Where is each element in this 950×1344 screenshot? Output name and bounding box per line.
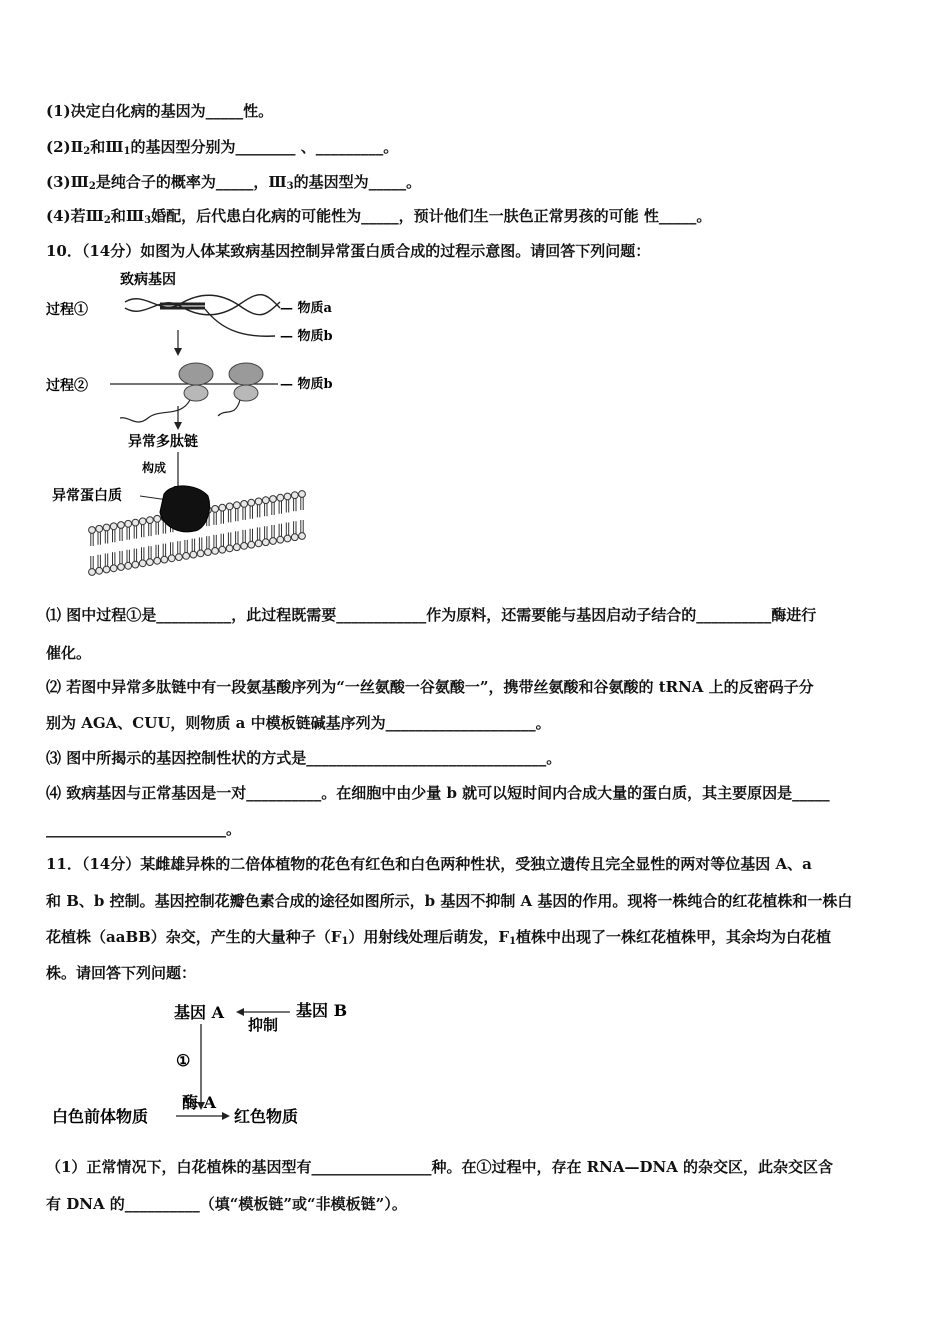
q10-part-4a: ⑷ 致病基因与正常基因是一对__________。在细胞中由少量 b 就可以短时间内合成大量的蛋白质，其主要原因是_____	[46, 784, 830, 802]
phospholipid-tail	[265, 526, 267, 539]
phospholipid-tail	[236, 509, 238, 522]
q11-line-2: 和 B、b 控制。基因控制花瓣色素合成的途径如图所示，b 基因不抑制 A 基因的作用。现将一株纯合的红花植株和一株白	[46, 892, 853, 910]
phospholipid-tail	[91, 556, 93, 569]
phospholipid-tail	[185, 540, 187, 553]
phospholipid-head	[89, 569, 96, 576]
phospholipid-tail	[134, 549, 136, 562]
phospholipid-tail	[257, 527, 259, 540]
phospholipid-tail	[272, 525, 274, 538]
pathway-red-substance: 红色物质	[234, 1107, 299, 1126]
phospholipid-tail	[149, 524, 151, 537]
polypeptide-1	[120, 400, 190, 422]
phospholipid-head	[219, 546, 226, 553]
phospholipid-tail	[250, 529, 252, 542]
phospholipid-head	[125, 520, 132, 527]
phospholipid-head	[96, 567, 103, 574]
phospholipid-tail	[156, 522, 158, 535]
q9-item-3	[46, 171, 421, 198]
phospholipid-head	[147, 517, 154, 524]
phospholipid-tail	[134, 526, 136, 539]
phospholipid-head	[262, 497, 269, 504]
q11-line-3	[46, 926, 831, 953]
q9-item-2	[46, 136, 398, 163]
phospholipid-tail	[163, 544, 165, 557]
phospholipid-head	[118, 522, 125, 529]
q11-line-4: 株。请回答下列问题：	[46, 964, 197, 982]
phospholipid-tail	[142, 525, 144, 538]
phospholipid-head	[176, 554, 183, 561]
q9-item-4-prefix: (4)若Ⅲ	[46, 207, 104, 225]
ribosome-2	[229, 363, 263, 401]
q10-part-2b: 别为 AGA、CUU，则物质 a 中模板链碱基序列为____________________。	[46, 714, 551, 732]
phospholipid-head	[233, 502, 240, 509]
phospholipid-tail	[250, 506, 252, 519]
pathway-inhibit-label: 抑制	[248, 1016, 279, 1034]
q10-part-1a: ⑴ 图中过程①是__________，此过程既需要____________作为原料，还需要能与基因启动子结合的__________酶进行	[46, 606, 817, 624]
q9-item-1-text: (1)决定白化病的基因为_____性。	[46, 102, 274, 120]
phospholipid-tail	[279, 524, 281, 537]
phospholipid-head	[183, 553, 190, 560]
pigment-pathway-figure	[46, 994, 366, 1134]
q9-item-2-gen-ii: Ⅱ	[70, 138, 84, 156]
q11-header: 11．（14分）某雌雄异株的二倍体植物的花色有红色和白色两种性状，受独立遗传且完全显性的两对等位基因 A、a	[46, 855, 812, 873]
phospholipid-head	[277, 536, 284, 543]
phospholipid-head	[219, 504, 226, 511]
phospholipid-head	[132, 519, 139, 526]
phospholipid-head	[233, 544, 240, 551]
phospholipid-head	[154, 557, 161, 564]
q11-line-3-sub-1: 1	[341, 936, 349, 947]
q9-item-4-sub-1: 2	[103, 215, 111, 226]
phospholipid-head	[248, 541, 255, 548]
phospholipid-tail	[149, 546, 151, 559]
inhibit-arrow-head	[236, 1008, 244, 1016]
phospholipid-tail	[243, 507, 245, 520]
phospholipid-head	[299, 533, 306, 540]
fig-substance-b-1: — 物质b	[280, 329, 333, 344]
phospholipid-tail	[236, 531, 238, 544]
pathway-step-label: ①	[176, 1051, 191, 1070]
phospholipid-head	[277, 494, 284, 501]
arrow-head-1	[174, 348, 182, 356]
q9-item-4-mid: 和Ⅲ	[110, 207, 145, 225]
q9-item-4-sub-2: 3	[144, 215, 152, 226]
q9-item-3-suffix: 的基因型为_____。	[293, 173, 422, 191]
phospholipid-tail	[221, 534, 223, 547]
ribosome-1	[179, 363, 213, 401]
phospholipid-tail	[142, 547, 144, 560]
phospholipid-tail	[192, 539, 194, 552]
q9-item-1	[46, 100, 273, 122]
fig-substance-a: — 物质a	[280, 301, 332, 316]
fig-process1-label: 过程①	[46, 302, 88, 318]
phospholipid-head	[154, 515, 161, 522]
fig-substance-b-2: — 物质b	[280, 377, 333, 392]
fig-compose-label: 构成	[142, 461, 167, 475]
phospholipid-head	[241, 543, 248, 550]
pathway-precursor: 白色前体物质	[52, 1107, 149, 1126]
fig-polypeptide-label: 异常多肽链	[128, 434, 198, 450]
phospholipid-tail	[294, 499, 296, 512]
arrow-head-2	[174, 422, 182, 430]
phospholipid-tail	[171, 542, 173, 555]
q11-line-3-sub-2: 1	[509, 936, 517, 947]
phospholipid-tail	[279, 501, 281, 514]
phospholipid-tail	[214, 535, 216, 548]
phospholipid-head	[118, 564, 125, 571]
phospholipid-head	[241, 501, 248, 508]
phospholipid-head	[226, 503, 233, 510]
phospholipid-head	[168, 555, 175, 562]
q10-part-1b: 催化。	[46, 644, 92, 662]
phospholipid-tail	[257, 505, 259, 518]
phospholipid-head	[197, 550, 204, 557]
phospholipid-tail	[98, 532, 100, 545]
gene-expression-figure	[40, 268, 360, 586]
phospholipid-head	[125, 562, 132, 569]
phospholipid-tail	[199, 537, 201, 550]
q9-item-2-mid: 和Ⅲ	[90, 138, 124, 156]
pathway-enzyme-label: 酶 A	[182, 1093, 216, 1112]
pathway-right-arrow-head	[222, 1112, 230, 1120]
phospholipid-tail	[294, 521, 296, 534]
phospholipid-head	[147, 559, 154, 566]
phospholipid-tail	[228, 532, 230, 545]
phospholipid-tail	[265, 504, 267, 517]
phospholipid-head	[161, 556, 168, 563]
phospholipid-tail	[105, 554, 107, 567]
polypeptide-2	[218, 400, 240, 416]
q9-item-3-prefix: (3)	[46, 173, 71, 191]
q9-item-2-sub-1: 2	[83, 146, 91, 157]
phospholipid-head	[226, 545, 233, 552]
phospholipid-head	[89, 527, 96, 534]
phospholipid-tail	[127, 550, 129, 563]
phospholipid-tail	[207, 536, 209, 549]
q9-item-2-suffix: 的基因型分别为________ 、_________。	[130, 138, 399, 156]
phospholipid-tail	[221, 511, 223, 524]
phospholipid-head	[284, 493, 291, 500]
phospholipid-head	[190, 551, 197, 558]
phospholipid-tail	[301, 497, 303, 510]
q9-item-3-mid: 是纯合子的概率为_____，Ⅲ	[95, 173, 287, 191]
pathway-gene-b: 基因 B	[296, 1001, 348, 1020]
q9-item-4	[46, 205, 711, 232]
q9-item-4-suffix: 婚配，后代患白化病的可能性为_____，预计他们生一肤色正常男孩的可能 性_____。	[151, 207, 712, 225]
phospholipid-tail	[228, 510, 230, 523]
q11-part-1b: 有 DNA 的__________（填“模板链”或“非模板链”）。	[46, 1195, 407, 1213]
phospholipid-head	[291, 492, 298, 499]
fig-abnormal-protein-label: 异常蛋白质	[52, 488, 122, 504]
abnormal-protein-blob	[160, 486, 210, 532]
phospholipid-head	[139, 518, 146, 525]
phospholipid-head	[270, 496, 277, 503]
phospholipid-tail	[105, 531, 107, 544]
q9-item-2-sub-2: 1	[123, 146, 131, 157]
phospholipid-tail	[120, 528, 122, 541]
phospholipid-head	[255, 498, 262, 505]
q11-part-1a: （1）正常情况下，白花植株的基因型有________________种。在①过程中，存在 RNA—DNA 的杂交区，此杂交区含	[46, 1158, 834, 1176]
phospholipid-tail	[243, 530, 245, 543]
phospholipid-tail	[156, 545, 158, 558]
phospholipid-head	[284, 535, 291, 542]
phospholipid-tail	[127, 527, 129, 540]
phospholipid-head	[291, 534, 298, 541]
dna-helix	[125, 295, 280, 337]
phospholipid-head	[103, 524, 110, 531]
q11-line-3-a: 花植株（aaBB）杂交，产生的大量种子（F	[46, 928, 342, 946]
phospholipid-head	[132, 561, 139, 568]
phospholipid-head	[139, 560, 146, 567]
phospholipid-head	[212, 506, 219, 513]
phospholipid-head	[212, 548, 219, 555]
phospholipid-head	[299, 491, 306, 498]
phospholipid-head	[96, 525, 103, 532]
phospholipid-tail	[98, 555, 100, 568]
q9-item-2-prefix: (2)	[46, 138, 71, 156]
q9-item-3-gen-iii: Ⅲ	[70, 173, 89, 191]
fig-gene-label: 致病基因	[120, 272, 176, 288]
phospholipid-head	[262, 539, 269, 546]
q10-part-3: ⑶ 图中所揭示的基因控制性状的方式是________________________________。	[46, 749, 562, 767]
phospholipid-tail	[113, 552, 115, 565]
q11-line-3-c: ）用射线处理后萌发，F	[348, 928, 510, 946]
q11-line-3-e: 植株中出现了一株红花植株甲，其余均为白花植	[516, 928, 832, 946]
phospholipid-tail	[120, 551, 122, 564]
phospholipid-tail	[286, 500, 288, 513]
phospholipid-tail	[272, 502, 274, 515]
phospholipid-head	[270, 538, 277, 545]
phospholipid-head	[110, 565, 117, 572]
q9-item-3-sub-1: 2	[88, 181, 96, 192]
q10-part-4b: ________________________。	[46, 820, 242, 838]
phospholipid-tail	[214, 512, 216, 525]
phospholipid-tail	[178, 541, 180, 554]
fig-process2-label: 过程②	[46, 378, 88, 394]
pathway-gene-a: 基因 A	[174, 1003, 224, 1022]
q9-item-3-sub-2: 3	[286, 181, 294, 192]
phospholipid-tail	[113, 530, 115, 543]
phospholipid-tail	[91, 533, 93, 546]
q10-header: 10．（14分）如图为人体某致病基因控制异常蛋白质合成的过程示意图。请回答下列问题：	[46, 242, 651, 260]
phospholipid-head	[255, 540, 262, 547]
phospholipid-tail	[301, 520, 303, 533]
phospholipid-head	[110, 523, 117, 530]
phospholipid-head	[248, 499, 255, 506]
phospholipid-tail	[286, 523, 288, 536]
phospholipid-head	[103, 566, 110, 573]
phospholipid-head	[205, 549, 212, 556]
q10-part-2a: ⑵ 若图中异常多肽链中有一段氨基酸序列为“一丝氨酸一谷氨酸一”，携带丝氨酸和谷氨酸的 tRNA 上的反密码子分	[46, 678, 814, 696]
